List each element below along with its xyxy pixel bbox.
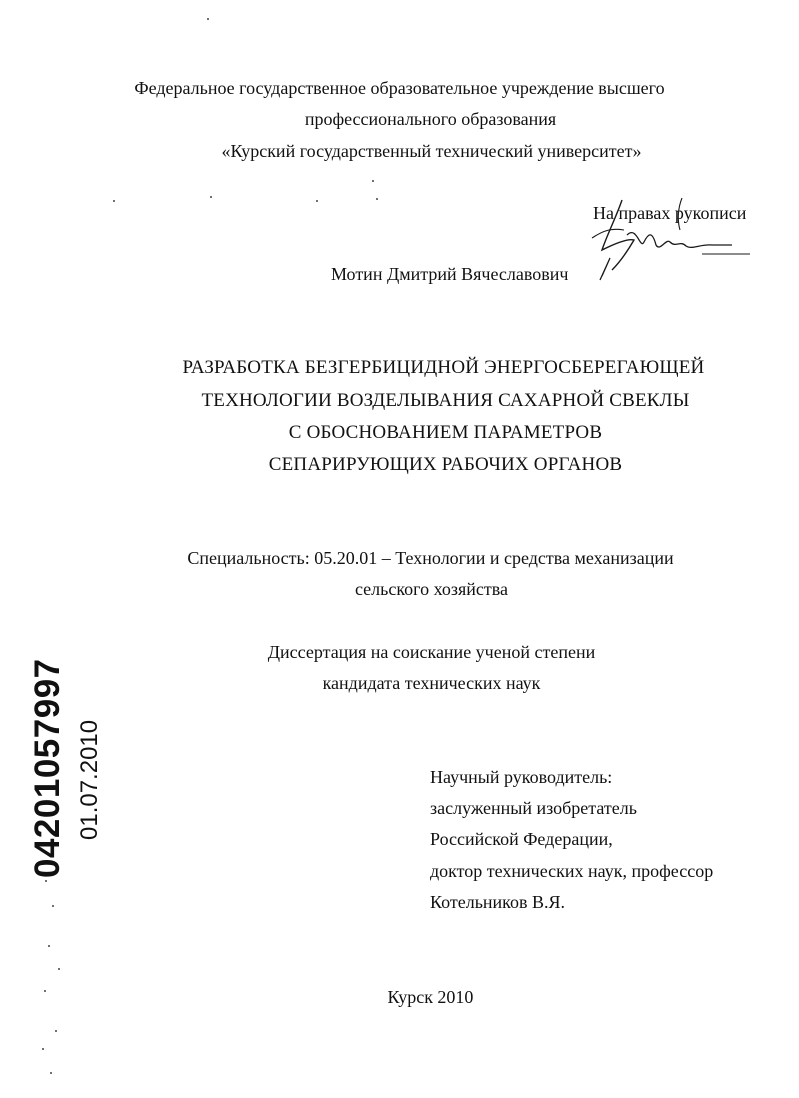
scan-speck — [48, 945, 50, 947]
supervisor-country: Российской Федерации, — [430, 829, 613, 849]
library-stamp-number: 04201057997 — [28, 658, 67, 878]
scan-speck — [316, 200, 318, 202]
specialty-line-2: сельского хозяйства — [354, 579, 509, 599]
city-year: Курск 2010 — [387, 987, 474, 1007]
title-line-4: СЕПАРИРУЮЩИХ РАБОЧИХ ОРГАНОВ — [268, 454, 623, 475]
scan-speck — [207, 18, 209, 20]
supervisor-title: заслуженный изобретатель — [430, 798, 637, 818]
author-name: Мотин Дмитрий Вячеславович — [331, 264, 569, 284]
specialty-line-1: Специальность: 05.20.01 – Технологии и средства механизации — [187, 548, 674, 568]
manuscript-rights: На правах рукописи — [593, 203, 747, 223]
supervisor-name: Котельников В.Я. — [430, 892, 566, 912]
scan-speck — [55, 1030, 57, 1032]
scan-speck — [376, 198, 378, 200]
scan-speck — [44, 990, 46, 992]
scan-speck — [42, 1048, 44, 1050]
supervisor-degree: доктор технических наук, профессор — [430, 861, 714, 881]
scan-speck — [58, 968, 60, 970]
scan-speck — [45, 880, 47, 882]
institution-line-3: «Курский государственный технический университет» — [221, 141, 642, 161]
title-line-1: РАЗРАБОТКА БЕЗГЕРБИЦИДНОЙ ЭНЕРГОСБЕРЕГАЮЩЕЙ — [182, 357, 705, 378]
supervisor-heading: Научный руководитель: — [430, 767, 613, 787]
scan-speck — [113, 200, 115, 202]
dissertation-line-1: Диссертация на соискание ученой степени — [267, 642, 596, 662]
scan-speck — [372, 180, 374, 182]
dissertation-line-2: кандидата технических наук — [322, 673, 541, 693]
scan-speck — [50, 1072, 52, 1074]
institution-line-2: профессионального образования — [304, 109, 557, 129]
scan-speck — [52, 905, 54, 907]
scan-speck — [210, 196, 212, 198]
author-signature — [582, 190, 752, 290]
institution-line-1: Федеральное государственное образовательное учреждение высшего — [134, 78, 665, 98]
library-stamp-date: 01.07.2010 — [76, 719, 103, 840]
title-line-2: ТЕХНОЛОГИИ ВОЗДЕЛЫВАНИЯ САХАРНОЙ СВЕКЛЫ — [201, 390, 690, 411]
title-line-3: С ОБОСНОВАНИЕМ ПАРАМЕТРОВ — [288, 422, 603, 443]
